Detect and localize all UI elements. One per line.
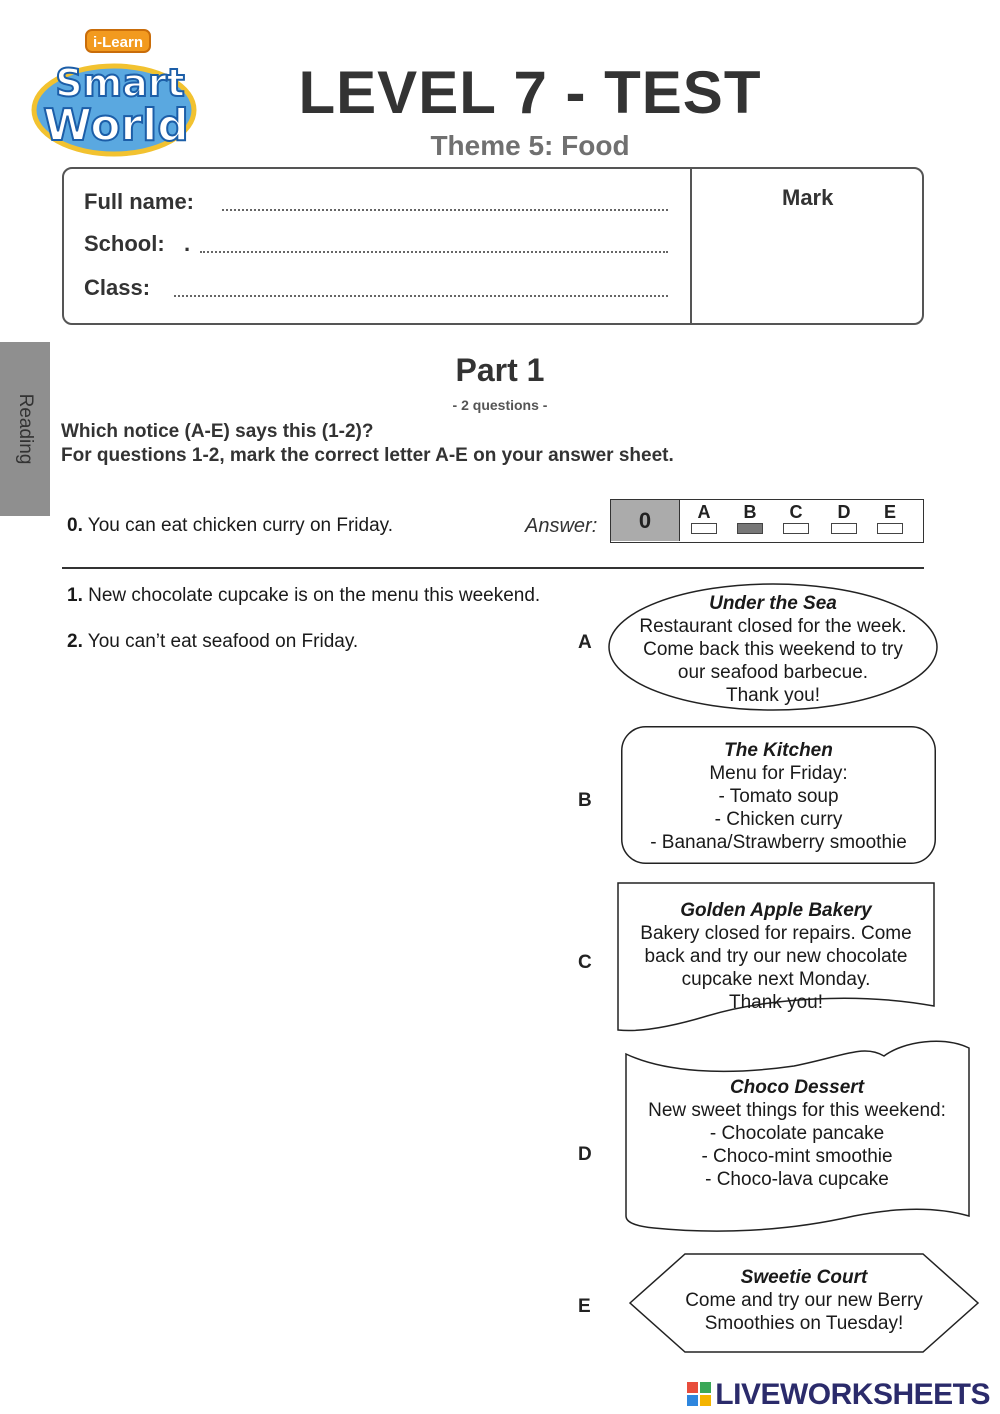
full-name-label: Full name: xyxy=(84,189,195,214)
student-info-box xyxy=(62,167,924,325)
class-label: Class: xyxy=(84,275,151,300)
instruction-1: Which notice (A-E) says this (1-2)? xyxy=(61,421,374,442)
part-title: Part 1 xyxy=(455,352,545,388)
logo-line2: World xyxy=(43,100,189,151)
option-b: B xyxy=(735,503,765,534)
option-c: C xyxy=(781,503,811,534)
instruction-2: For questions 1-2, mark the correct letter A-E on your answer sheet. xyxy=(61,445,674,466)
section-tab-label: Reading xyxy=(15,393,36,465)
logo-top-text: i-Learn xyxy=(92,34,144,51)
option-d-box xyxy=(831,523,857,534)
option-b-box-marked xyxy=(737,523,763,534)
option-e-box xyxy=(877,523,903,534)
page-subtitle: Theme 5: Food xyxy=(430,130,630,161)
notice-letter-e: E xyxy=(578,1296,591,1317)
section-tab xyxy=(0,342,50,516)
liveworksheets-brand xyxy=(687,1378,990,1412)
section-divider xyxy=(62,567,924,569)
notice-d: Choco Dessert New sweet things for this weekend: - Chocolate pancake - Choco-mint smoothie - Choco-lava cupcake xyxy=(624,1036,970,1234)
notice-letter-d: D xyxy=(578,1144,592,1165)
page-title: LEVEL 7 - TEST xyxy=(298,59,762,126)
option-a-box xyxy=(691,523,717,534)
class-field[interactable] xyxy=(174,295,668,297)
school-field[interactable] xyxy=(200,251,668,253)
option-a: A xyxy=(689,503,719,534)
notice-b: The Kitchen Menu for Friday: - Tomato soup - Chicken curry - Banana/Strawberry smoothie xyxy=(621,726,936,864)
logo-line1: Smart xyxy=(55,61,185,105)
answer-label: Answer: xyxy=(525,515,598,537)
part-subtitle: - 2 questions - xyxy=(452,397,548,413)
question-2: 2. You can’t eat seafood on Friday. xyxy=(67,631,359,652)
school-prefix: . xyxy=(184,231,191,256)
option-c-box xyxy=(783,523,809,534)
notice-a: Under the Sea Restaurant closed for the week. Come back this weekend to try our seafood barbecue. Thank you! xyxy=(608,583,938,711)
liveworksheets-text: LIVEWORKSHEETS xyxy=(715,1378,990,1411)
notice-letter-b: B xyxy=(578,790,592,811)
option-e: E xyxy=(875,503,905,534)
question-1: 1. New chocolate cupcake is on the menu this weekend. xyxy=(67,585,541,606)
notice-e: Sweetie Court Come and try our new Berry Smoothies on Tuesday! xyxy=(629,1253,979,1353)
school-label: School: xyxy=(84,231,165,256)
notice-c: Golden Apple Bakery Bakery closed for repairs. Come back and try our new chocolate cupcake next Monday. Thank you! xyxy=(617,882,935,1034)
mark-label: Mark xyxy=(782,185,834,210)
example-question xyxy=(67,515,393,537)
option-d: D xyxy=(829,503,859,534)
smart-world-logo xyxy=(28,28,200,158)
example-answer-box xyxy=(610,499,924,543)
full-name-field[interactable] xyxy=(222,209,668,211)
notice-letter-a: A xyxy=(578,632,592,653)
notice-letter-c: C xyxy=(578,952,592,973)
mark-divider xyxy=(690,167,692,325)
answer-number: 0 xyxy=(611,500,680,541)
example-text: You can eat chicken curry on Friday. xyxy=(87,515,394,536)
example-number: 0. xyxy=(67,515,83,536)
liveworksheets-logo-icon xyxy=(687,1380,711,1404)
